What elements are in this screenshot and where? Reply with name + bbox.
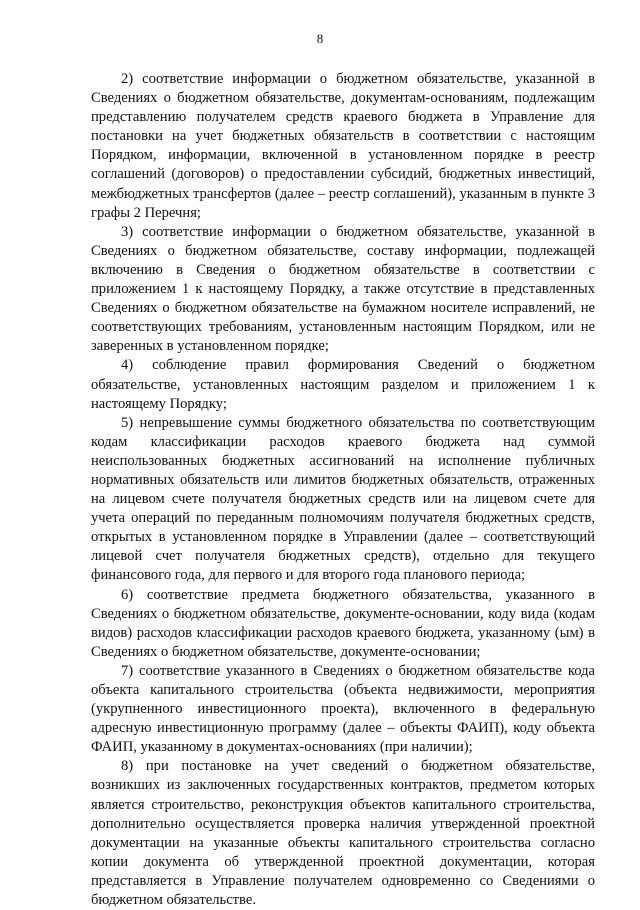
paragraph-item-8: 8) при постановке на учет сведений о бюджетном обязательстве, возникших из заключенных государственных контрактов, предметом которых является строительство, реконструкция объектов капитального строительства, дополнительно осуществляется проверка наличия утвержденной проектной документации на указанные объекты капитального строительства согласно копии документа об утвержденной проектной документации, которая представляется в Управление получателем одновременно со Сведениями о бюджетном обязательстве. (91, 758, 595, 909)
paragraph-item-4: 4) соблюдение правил формирования Сведений о бюджетном обязательстве, установленных настоящим разделом и приложением 1 к настоящему Порядку; (91, 357, 595, 412)
document-body (91, 70, 595, 910)
paragraph-item-3: 3) соответствие информации о бюджетном обязательстве, указанной в Сведениях о бюджетном обязательстве, составу информации, подлежащей включению в Сведения о бюджетном обязательстве в соответствии с приложением 1 к настоящему Порядку, а также отсутствие в представленных Сведениях о бюджетном обязательстве на бумажном носителе исправлений, не соответствующих требованиям, установленным настоящим Порядком, или не заверенных в установленном порядке; (91, 223, 595, 355)
paragraph-item-6: 6) соответствие предмета бюджетного обязательства, указанного в Сведениях о бюджетном обязательстве, документе-основании, коду вида (кодам видов) расходов классификации расходов краевого бюджета, указанному (ым) в Сведениях о бюджетном обязательстве, документе-основании; (91, 586, 595, 660)
paragraph-item-5: 5) непревышение суммы бюджетного обязательства по соответствующим кодам классификации расходов краевого бюджета над суммой неиспользованных бюджетных ассигнований на исполнение публичных нормативных обязательств или лимитов бюджетных обязательств, отраженных на лицевом счете получателя бюджетных средств или на лицевом счете для учета операций по переданным полномочиям получателя бюджетных средств, открытых в установленном порядке в Управлении (далее – соответствующий лицевой счет получателя бюджетных средств), отдельно для текущего финансового года, для первого и для второго года планового периода; (91, 414, 595, 584)
paragraph-item-7: 7) соответствие указанного в Сведениях о бюджетном обязательстве кода объекта капитального строительства (объекта недвижимости, мероприятия (укрупненного инвестиционного проекта), включенного в федеральную адресную инвестиционную программу (далее – объекты ФАИП), коду объекта ФАИП, указанному в документах-основаниях (при наличии); (91, 662, 595, 756)
page-number: 8 (316, 31, 324, 46)
paragraph-item-2: 2) соответствие информации о бюджетном обязательстве, указанной в Сведениях о бюджетном обязательстве, документам-основаниям, подлежащим представлению получателем средств краевого бюджета в Управление для постановки на учет бюджетных обязательств в соответствии с настоящим Порядком, информации, включенной в установленном порядке в реестр соглашений (договоров) о предоставлении субсидий, бюджетных инвестиций, межбюджетных трансфертов (далее – реестр соглашений), указанным в пункте 3 графы 2 Перечня; (91, 71, 595, 221)
